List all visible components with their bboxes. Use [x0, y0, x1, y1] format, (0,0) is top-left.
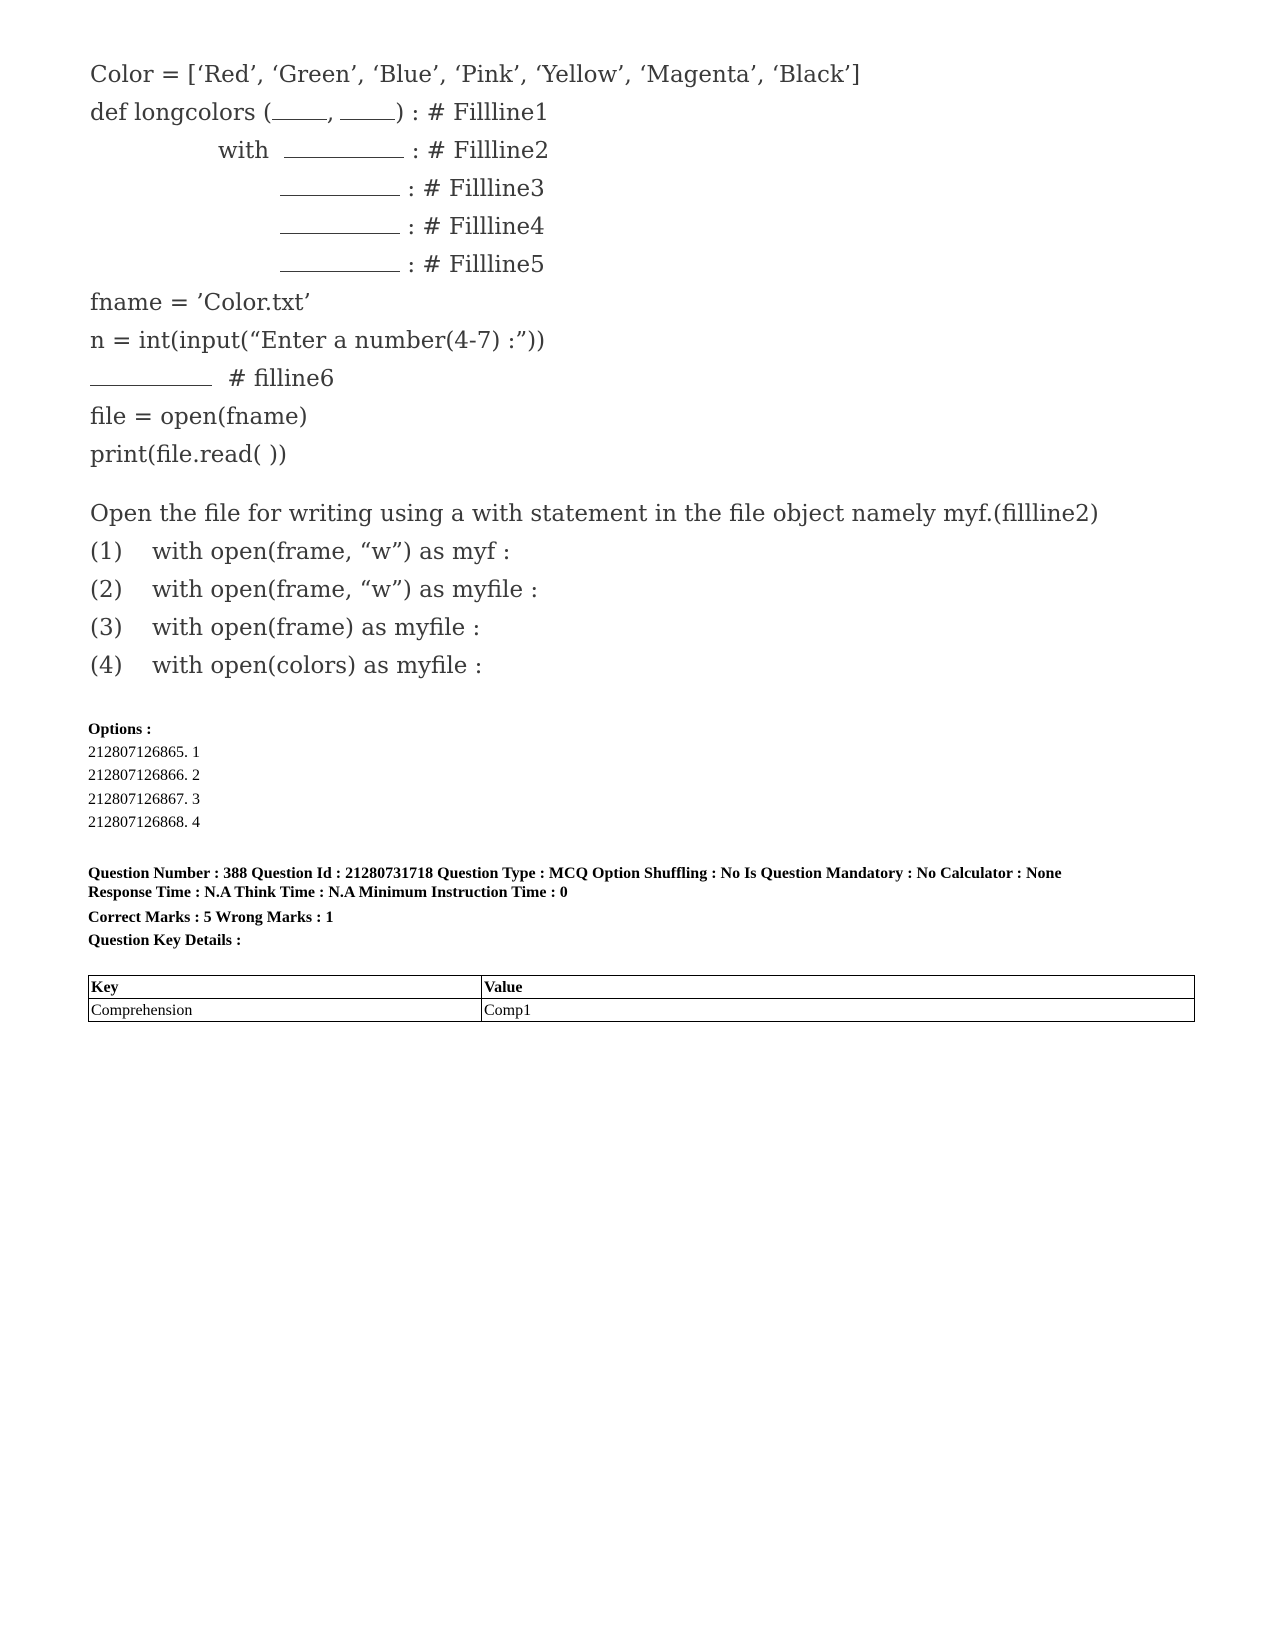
code-line-fillline5: [280, 252, 545, 278]
with-keyword: with: [218, 138, 270, 164]
option-item: 212807126866. 2: [88, 767, 200, 784]
marks-line: Correct Marks : 5 Wrong Marks : 1: [88, 909, 334, 926]
fillline3-comment: : # Fillline3: [407, 176, 545, 202]
code-line-def: [90, 100, 549, 126]
table-header-value: Value: [482, 976, 1195, 999]
question-prompt: Open the file for writing using a with statement in the file object namely myf.(fillline2): [90, 501, 1099, 527]
code-line-fillline3: [280, 176, 545, 202]
choice-number: (2): [90, 577, 123, 603]
fillline4-comment: : # Fillline4: [407, 214, 545, 240]
choice-text: with open(colors) as myfile :: [152, 653, 483, 679]
choice-text: with open(frame, “w”) as myf :: [152, 539, 511, 565]
blank-fillline4: [280, 215, 400, 234]
blank-param1: [272, 101, 327, 120]
def-separator: ,: [326, 100, 335, 126]
choice-number: (1): [90, 539, 123, 565]
table-cell-value: Comp1: [482, 999, 1195, 1022]
table-row: [89, 999, 1195, 1022]
blank-fillline5: [280, 253, 400, 272]
blank-fillline2: [284, 139, 404, 158]
code-line-fillline6: [90, 366, 334, 392]
option-item: 212807126865. 1: [88, 744, 200, 761]
question-meta-line1: Question Number : 388 Question Id : 21280731718 Question Type : MCQ Option Shuffling : No Is Question Mandatory : No Calculator : None: [88, 865, 1062, 882]
blank-fillline6: [90, 367, 212, 386]
table-header-key: Key: [89, 976, 482, 999]
fillline5-comment: : # Fillline5: [407, 252, 545, 278]
choice-text: with open(frame, “w”) as myfile :: [152, 577, 539, 603]
def-prefix: def longcolors (: [90, 100, 272, 126]
options-heading: Options :: [88, 721, 152, 738]
choice-number: (4): [90, 653, 123, 679]
table-cell-key: Comprehension: [89, 999, 482, 1022]
option-item: 212807126868. 4: [88, 814, 200, 831]
key-details-heading: Question Key Details :: [88, 932, 242, 949]
choice-row: [90, 539, 510, 565]
choice-text: with open(frame) as myfile :: [152, 615, 481, 641]
def-suffix: ) : # Fillline1: [395, 100, 549, 126]
code-line-open: file = open(fname): [90, 404, 308, 430]
choice-row: [90, 653, 482, 679]
blank-fillline3: [280, 177, 400, 196]
code-line-color-list: Color = [‘Red’, ‘Green’, ‘Blue’, ‘Pink’, ‘Yellow’, ‘Magenta’, ‘Black’]: [90, 62, 861, 88]
table-header-row: [89, 976, 1195, 999]
code-line-fname: fname = ’Color.txt’: [90, 290, 311, 316]
option-item: 212807126867. 3: [88, 791, 200, 808]
code-line-with: [218, 138, 549, 164]
choice-row: [90, 577, 538, 603]
choice-number: (3): [90, 615, 123, 641]
code-line-print: print(file.read( )): [90, 442, 287, 468]
code-line-fillline4: [280, 214, 545, 240]
key-details-table: [88, 975, 1195, 1022]
blank-param2: [340, 101, 395, 120]
fillline2-comment: : # Fillline2: [411, 138, 550, 164]
question-meta-line2: Response Time : N.A Think Time : N.A Minimum Instruction Time : 0: [88, 884, 568, 901]
code-line-input: n = int(input(“Enter a number(4-7) :”)): [90, 328, 546, 354]
fillline6-comment: # filline6: [227, 366, 335, 392]
choice-row: [90, 615, 480, 641]
